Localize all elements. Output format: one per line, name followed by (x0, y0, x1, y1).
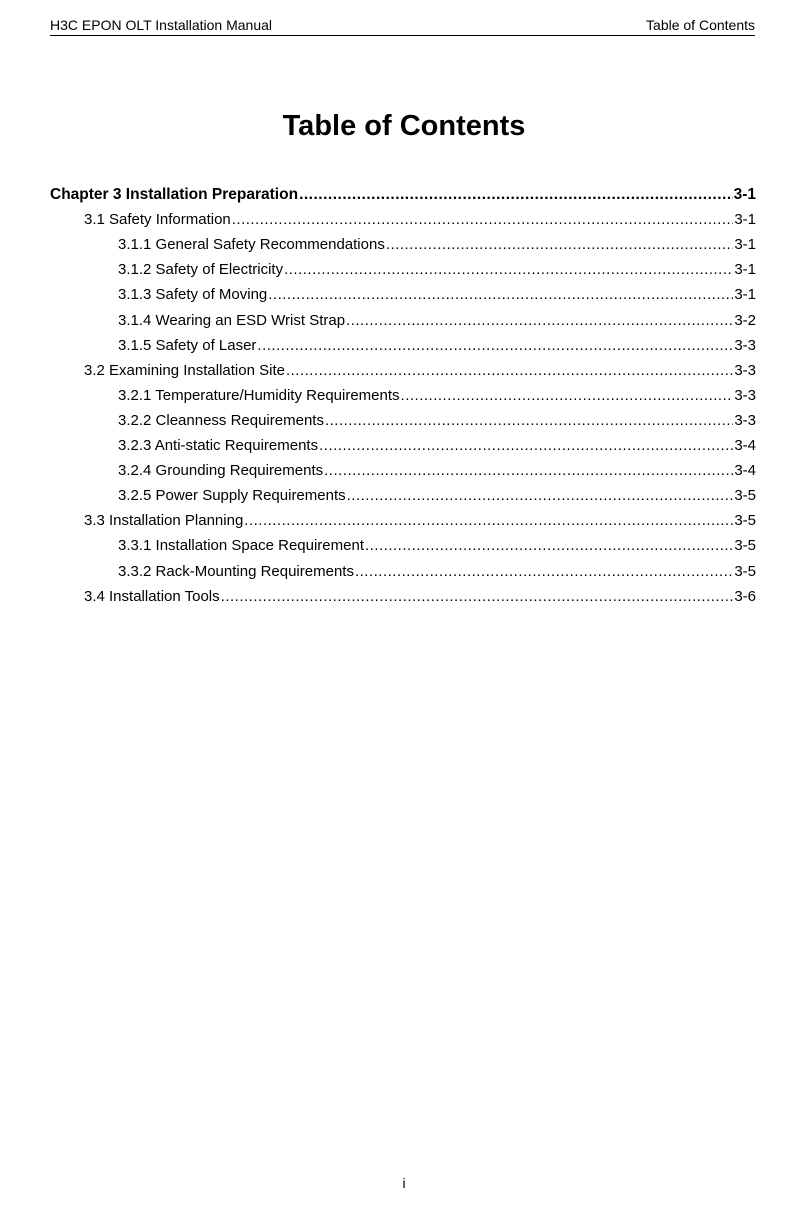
toc-entry-title: 3.1.4 Wearing an ESD Wrist Strap (118, 311, 346, 329)
toc-dot-leader (268, 286, 733, 304)
toc-dot-leader (257, 337, 733, 355)
toc-entry-page: 3-1 (733, 186, 756, 203)
toc-entry-page: 3-2 (734, 311, 756, 329)
toc-dot-leader (401, 387, 734, 405)
toc-entry-page: 3-3 (734, 411, 756, 429)
toc-entry-page: 3-1 (734, 261, 756, 279)
toc-dot-leader (386, 236, 733, 254)
header-section-title: Table of Contents (646, 17, 755, 33)
toc-dot-leader (221, 588, 734, 606)
toc-entry[interactable] (50, 584, 756, 606)
toc-dot-leader (325, 412, 733, 430)
toc-entry[interactable] (50, 483, 756, 505)
toc-entry[interactable] (50, 257, 756, 279)
toc-entry[interactable] (50, 333, 756, 355)
toc-entry-page: 3-6 (734, 587, 756, 605)
toc-entry-title: 3.1 Safety Information (84, 211, 231, 229)
toc-entry-title: 3.3.1 Installation Space Requirement (118, 537, 364, 555)
toc-entry-title: 3.3.2 Rack-Mounting Requirements (118, 562, 354, 580)
toc-entry-page: 3-3 (734, 386, 756, 404)
toc-entry-title: 3.2.3 Anti-static Requirements (118, 437, 319, 454)
toc-entry[interactable] (50, 458, 756, 480)
toc-entry[interactable] (50, 533, 756, 555)
toc-entry[interactable] (50, 559, 756, 581)
toc-entry-page: 3-1 (734, 236, 756, 254)
page-title: Table of Contents (282, 110, 526, 142)
running-header (50, 15, 755, 36)
toc-entry-title: 3.2.5 Power Supply Requirements (118, 487, 346, 505)
header-manual-title: H3C EPON OLT Installation Manual (50, 17, 273, 33)
toc-entry-title: 3.1.2 Safety of Electricity (118, 261, 284, 279)
toc-entry[interactable] (50, 182, 756, 204)
toc-entry-page: 3-1 (734, 286, 756, 304)
toc-entry[interactable] (50, 308, 756, 330)
toc-dot-leader (299, 186, 733, 204)
toc-entry[interactable] (50, 433, 756, 455)
toc-dot-leader (346, 312, 733, 330)
toc-dot-leader (286, 362, 733, 380)
toc-entry-title: 3.2 Examining Installation Site (84, 361, 285, 379)
toc-entry-title: 3.3 Installation Planning (84, 512, 244, 530)
toc-entry[interactable] (50, 232, 756, 254)
toc-entry[interactable] (50, 207, 756, 229)
toc-entry-title: 3.2.1 Temperature/Humidity Requirements (118, 386, 400, 404)
toc-entry[interactable] (50, 383, 756, 405)
toc-dot-leader (324, 462, 733, 480)
toc-entry[interactable] (50, 508, 756, 530)
toc-entry[interactable] (50, 358, 756, 380)
page-number: i (402, 1175, 406, 1191)
toc-entry-title: 3.4 Installation Tools (84, 587, 220, 605)
toc-entry-page: 3-5 (734, 512, 756, 530)
toc-entry[interactable] (50, 408, 756, 430)
toc-entry-page: 3-3 (734, 336, 756, 354)
toc-dot-leader (232, 211, 734, 229)
toc-entry-page: 3-5 (734, 537, 756, 555)
toc-dot-leader (319, 437, 733, 455)
toc-dot-leader (355, 563, 733, 581)
toc-entry-title: 3.1.1 General Safety Recommendations (118, 236, 385, 254)
toc-entry[interactable] (50, 282, 756, 304)
toc-entry-title: 3.2.2 Cleanness Requirements (118, 411, 324, 429)
toc-dot-leader (284, 261, 733, 279)
toc-entry-page: 3-4 (734, 462, 756, 480)
toc-entry-page: 3-5 (734, 562, 756, 580)
toc-entry-page: 3-3 (734, 361, 756, 379)
toc-entry-page: 3-4 (734, 437, 756, 454)
toc-entry-page: 3-1 (734, 211, 756, 229)
toc-dot-leader (244, 512, 733, 530)
toc-entry-title: 3.1.5 Safety of Laser (118, 336, 257, 354)
toc-dot-leader (365, 537, 733, 555)
toc-dot-leader (347, 487, 734, 505)
toc-entry-title: Chapter 3 Installation Preparation (50, 186, 299, 203)
toc-entry-page: 3-5 (734, 487, 756, 505)
toc-entry-title: 3.2.4 Grounding Requirements (118, 462, 324, 480)
toc-entry-title: 3.1.3 Safety of Moving (118, 286, 268, 304)
